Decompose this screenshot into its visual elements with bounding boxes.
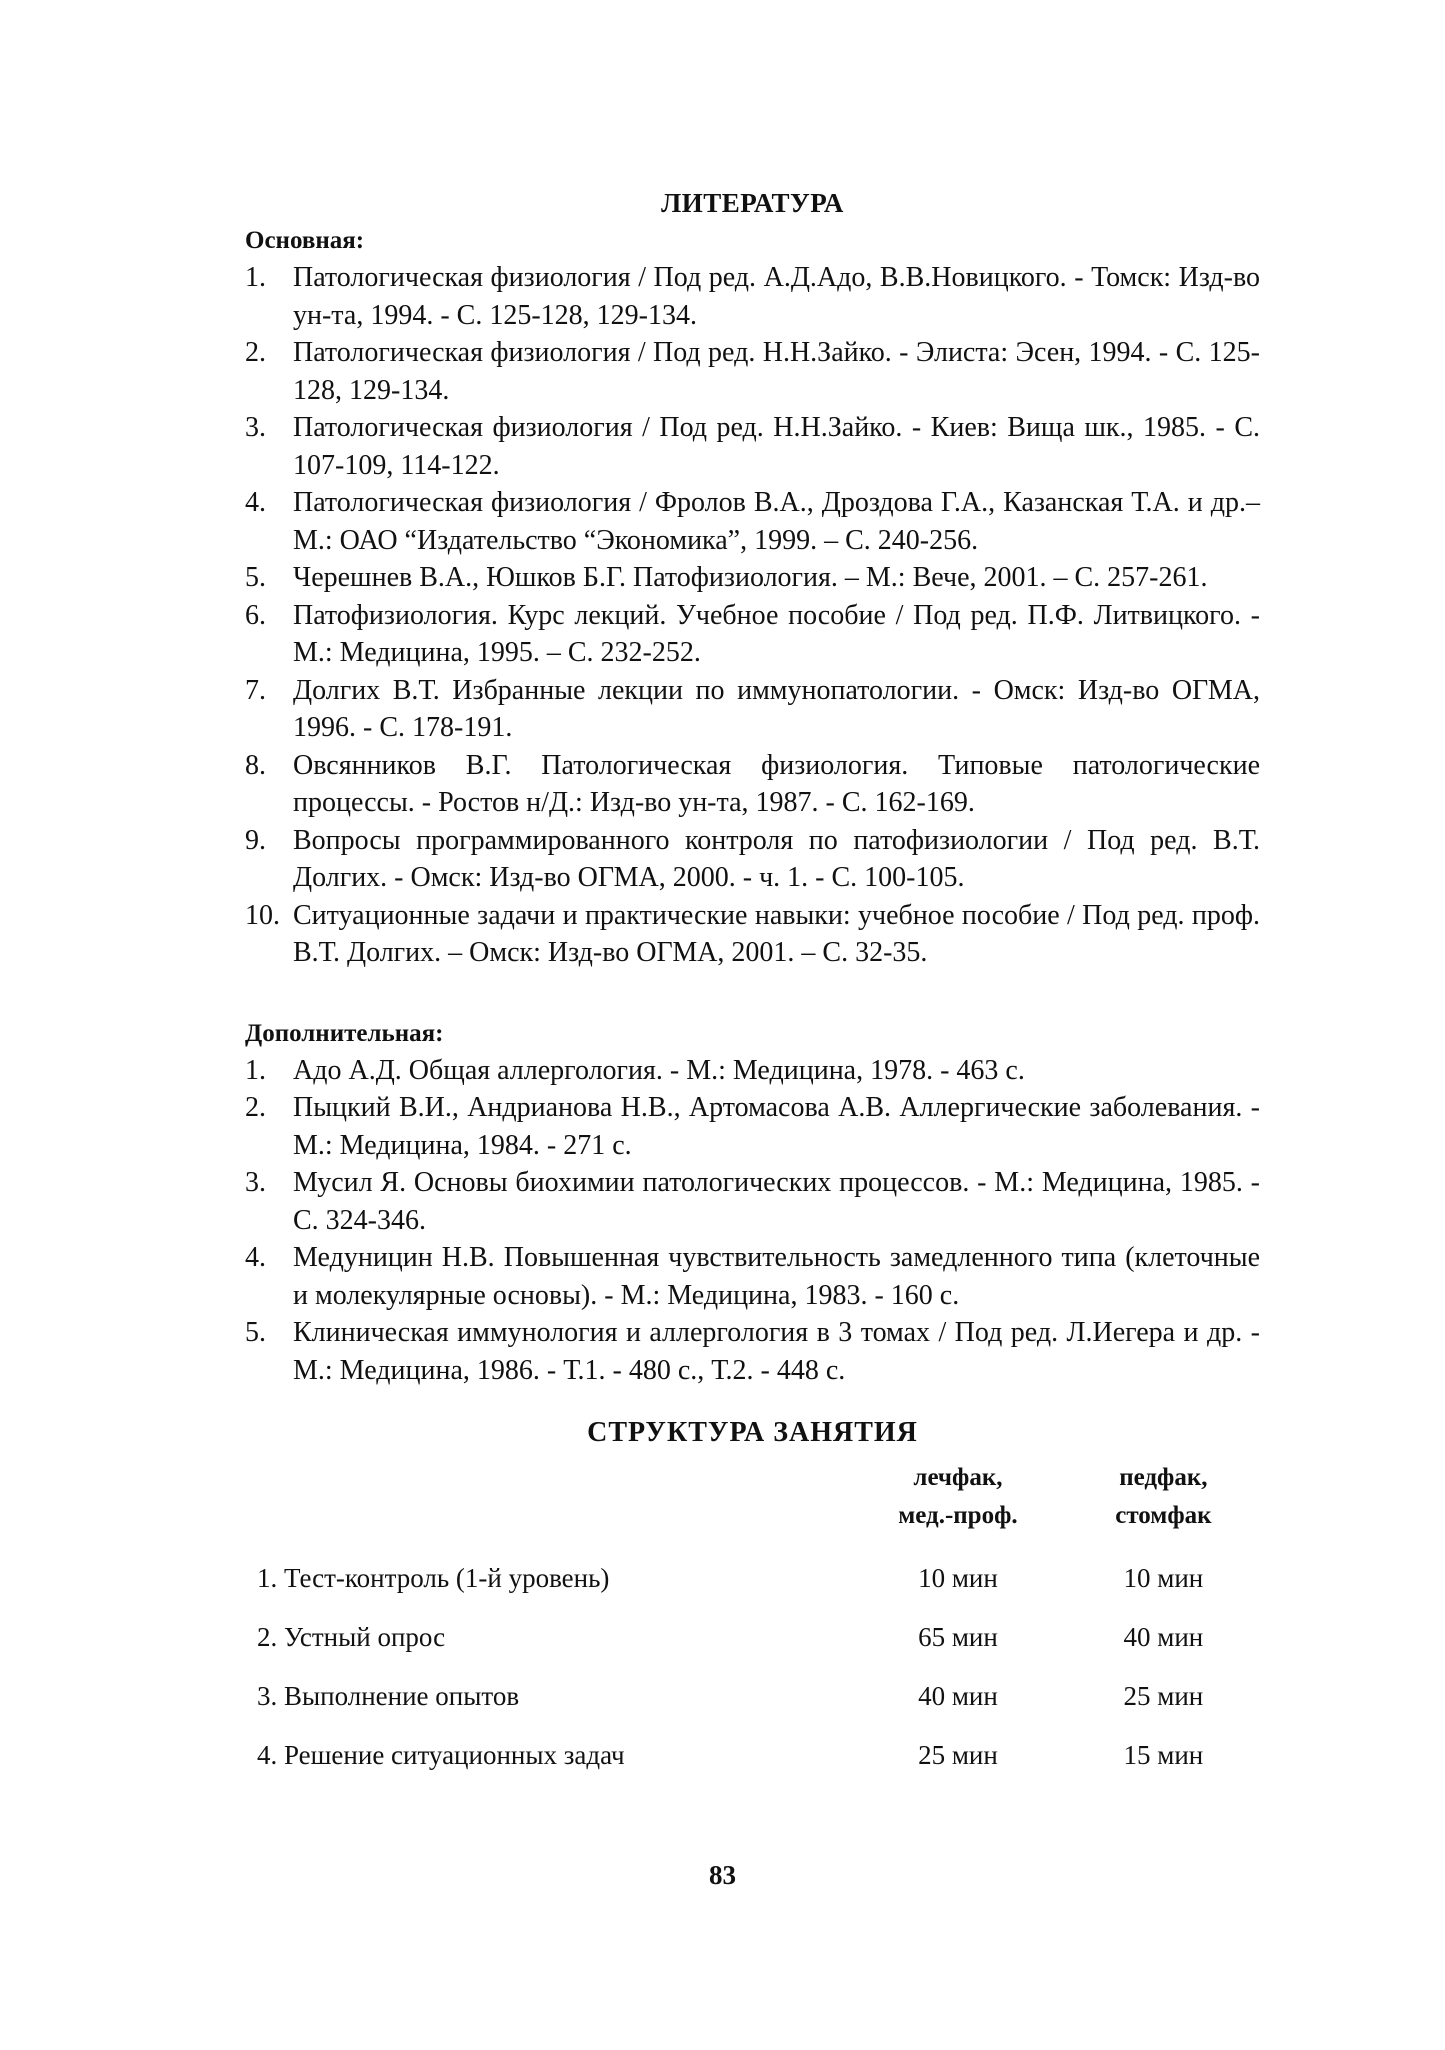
reference-text: Медуницин Н.В. Повышенная чувствительность замедленного типа (клеточные и молекулярные основы). - М.: Медицина, 1983. - 160 с. [293,1242,1260,1311]
lechfak-time-cell: 10 мин [918,1563,998,1593]
task-cell: 4. Решение ситуационных задач [257,1740,625,1770]
reference-text: Адо А.Д. Общая аллергология. - М.: Медицина, 1978. - 463 с. [293,1054,1025,1086]
lechfak-time-cell: 40 мин [918,1681,998,1711]
page-number: 83 [709,1860,736,1890]
reference-text: Клиническая иммунология и аллергология в 3 томах / Под ред. Л.Иегера и др. - М.: Медицина, 1986. - Т.1. - 480 с., Т.2. - 448 с. [293,1317,1260,1386]
reference-text: Мусил Я. Основы биохимии патологических процессов. - М.: Медицина, 1985. - С. 324-346. [293,1167,1260,1236]
literature-title: ЛИТЕРАТУРА [661,188,844,218]
reference-number: 2. [245,337,266,368]
reference-item [245,897,1260,972]
main-literature-label: Основная: [245,227,365,254]
reference-number: 6. [245,599,266,631]
reference-text: Патофизиология. Курс лекций. Учебное пособие / Под ред. П.Ф. Литвицкого. - М.: Медицина, 1995. – С. 232-252. [293,599,1260,668]
reference-item [245,484,1260,559]
reference-item [245,559,1260,597]
reference-number: 4. [245,1242,266,1273]
lechfak-time-cell: 65 мин [918,1622,998,1652]
reference-number: 7. [245,674,266,706]
reference-text: Овсянников В.Г. Патологическая физиология. Типовые патологические процессы. - Ростов н/Д.: Изд-во ун-та, 1987. - С. 162-169. [293,749,1260,818]
reference-text: Долгих В.Т. Избранные лекции по иммунопатологии. - Омск: Изд-во ОГМА, 1996. - С. 178-191. [293,674,1260,743]
reference-text: Патологическая физиология / Под ред. А.Д.Адо, В.В.Новицкого. - Томск: Изд-во ун-та, 1994. - С. 125-128, 129-134. [293,262,1260,331]
reference-item [245,1239,1260,1314]
header-pedfak-line1: педфак, [1119,1464,1208,1491]
reference-text: Патологическая физиология / Фролов В.А., Дроздова Г.А., Казанская Т.А. и др.– М.: ОАО “Издательство “Экономика”, 1999. – С. 240-256. [293,487,1260,556]
pedfak-time-cell: 25 мин [1123,1681,1204,1711]
lesson-structure-table [245,1459,1260,1785]
header-lechfak-line2: мед.-проф. [898,1502,1018,1529]
table-row [245,1549,1260,1608]
task-cell: 2. Устный опрос [257,1622,446,1652]
header-pedfak [1067,1459,1260,1549]
reference-number: 5. [245,562,266,593]
reference-number: 3. [245,1167,266,1198]
header-pedfak-line2: стомфак [1115,1502,1212,1529]
structure-title: СТРУКТУРА ЗАНЯТИЯ [587,1417,918,1448]
reference-item [245,1164,1260,1239]
reference-item [245,1314,1260,1389]
reference-text: Черешнев В.А., Юшков Б.Г. Патофизиология. – М.: Вече, 2001. – С. 257-261. [293,562,1208,593]
reference-item [245,747,1260,822]
reference-number: 10. [245,899,280,931]
table-row [245,1726,1260,1785]
reference-text: Патологическая физиология / Под ред. Н.Н.Зайко. - Киев: Вища шк., 1985. - С. 107-109, 114-122. [293,412,1260,481]
reference-item [245,597,1260,672]
pedfak-time-cell: 10 мин [1123,1563,1204,1593]
reference-text: Пыцкий В.И., Андрианова Н.В., Артомасова А.В. Аллергические заболевания. - М.: Медицина, 1984. - 271 с. [293,1092,1260,1161]
table-header-row [245,1459,1260,1549]
reference-item [245,672,1260,747]
reference-text: Ситуационные задачи и практические навыки: учебное пособие / Под ред. проф. В.Т. Долгих. – Омск: Изд-во ОГМА, 2001. – С. 32-35. [293,899,1260,968]
main-literature-list [245,259,1260,972]
reference-text: Патологическая физиология / Под ред. Н.Н.Зайко. - Элиста: Эсен, 1994. - С. 125-128, 129-134. [293,337,1260,406]
reference-item [245,409,1260,484]
reference-number: 1. [245,262,266,293]
additional-literature-list [245,1052,1260,1390]
table-row [245,1608,1260,1667]
reference-number: 3. [245,412,266,443]
reference-item [245,1052,1260,1090]
reference-number: 9. [245,824,266,856]
reference-item [245,822,1260,897]
reference-item [245,334,1260,409]
header-lechfak-line1: лечфак, [913,1464,1003,1491]
reference-number: 1. [245,1054,266,1086]
header-task [245,1459,849,1549]
reference-item [245,1089,1260,1164]
pedfak-time-cell: 40 мин [1123,1622,1204,1652]
task-cell: 3. Выполнение опытов [257,1681,520,1711]
table-row [245,1667,1260,1726]
document-page [245,188,1260,1785]
pedfak-time-cell: 15 мин [1123,1740,1204,1770]
reference-number: 5. [245,1317,266,1348]
reference-item [245,259,1260,334]
additional-literature-label: Дополнительная: [245,1019,444,1047]
reference-number: 4. [245,487,266,518]
task-cell: 1. Тест-контроль (1-й уровень) [257,1563,610,1593]
reference-number: 8. [245,749,266,781]
lechfak-time-cell: 25 мин [918,1740,998,1770]
reference-text: Вопросы программированного контроля по патофизиологии / Под ред. В.Т. Долгих. - Омск: Изд-во ОГМА, 2000. - ч. 1. - С. 100-105. [293,824,1260,893]
reference-number: 2. [245,1092,266,1123]
section-spacer [245,972,1260,1012]
header-lechfak [849,1459,1067,1549]
